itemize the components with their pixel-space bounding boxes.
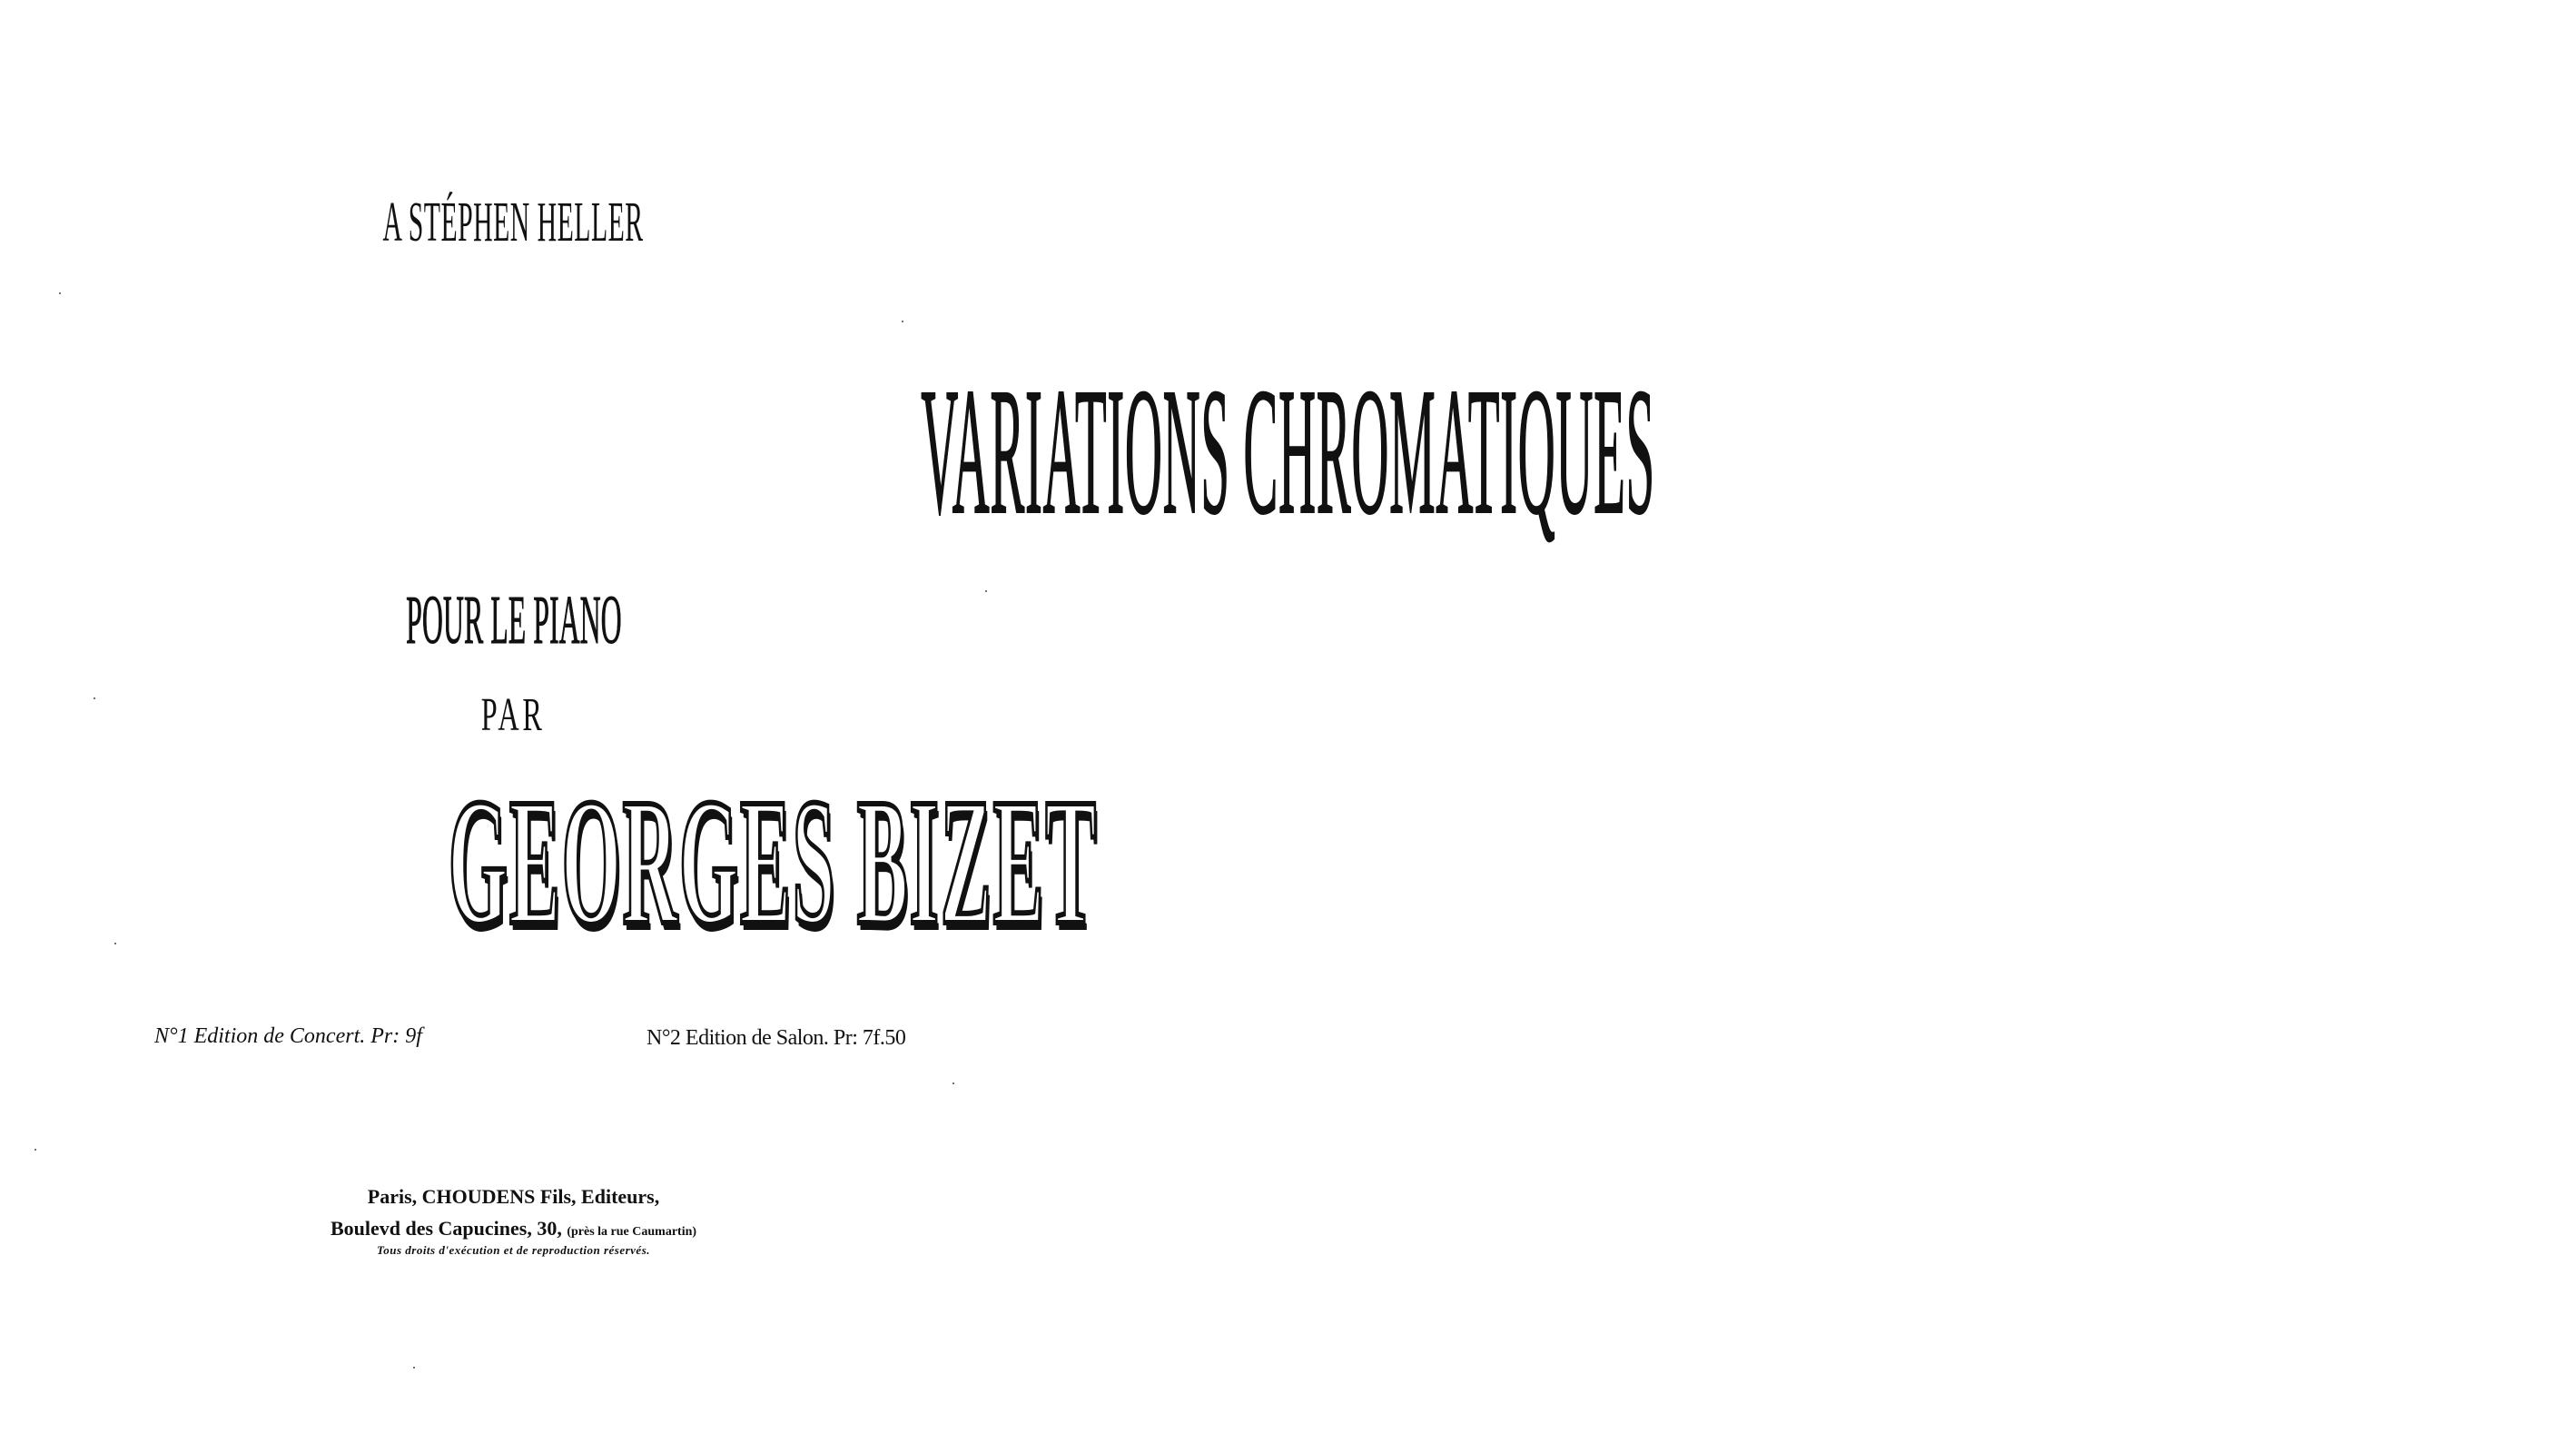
edition-concert: N°1 Edition de Concert. Pr: 9f — [154, 1024, 422, 1048]
instrumentation-text: POUR LE PIANO — [405, 582, 622, 658]
dedication-text: A STÉPHEN HELLER — [382, 192, 645, 253]
scan-speck — [59, 292, 61, 294]
by-text: PAR — [481, 689, 546, 741]
work-title-text: VARIATIONS CHROMATIQUES — [921, 351, 1655, 552]
publisher-address — [0, 1217, 1027, 1240]
scan-speck — [114, 943, 116, 944]
scan-speck — [952, 1082, 954, 1084]
by-line — [0, 688, 1027, 742]
scan-speck — [35, 1149, 36, 1151]
publisher-line: Paris, CHOUDENS Fils, Editeurs, — [367, 1185, 660, 1208]
address-main: Boulevd des Capucines, 30, — [330, 1217, 562, 1240]
instrumentation — [0, 581, 1027, 660]
scan-speck — [985, 590, 987, 592]
dedication — [0, 191, 1027, 255]
address-note: (près la rue Caumartin) — [567, 1225, 697, 1239]
scan-speck — [902, 321, 903, 322]
edition-salon: N°2 Edition de Salon. Pr: 7f.50 — [646, 1026, 906, 1050]
composer-name — [0, 762, 1098, 963]
scan-speck — [94, 697, 95, 699]
composer-name-text: GEORGES BIZET — [448, 762, 1098, 963]
rights-notice: Tous droits d'exécution et de reproduction réservés. — [376, 1243, 651, 1257]
work-title — [0, 351, 1655, 552]
scan-speck — [413, 1367, 415, 1369]
